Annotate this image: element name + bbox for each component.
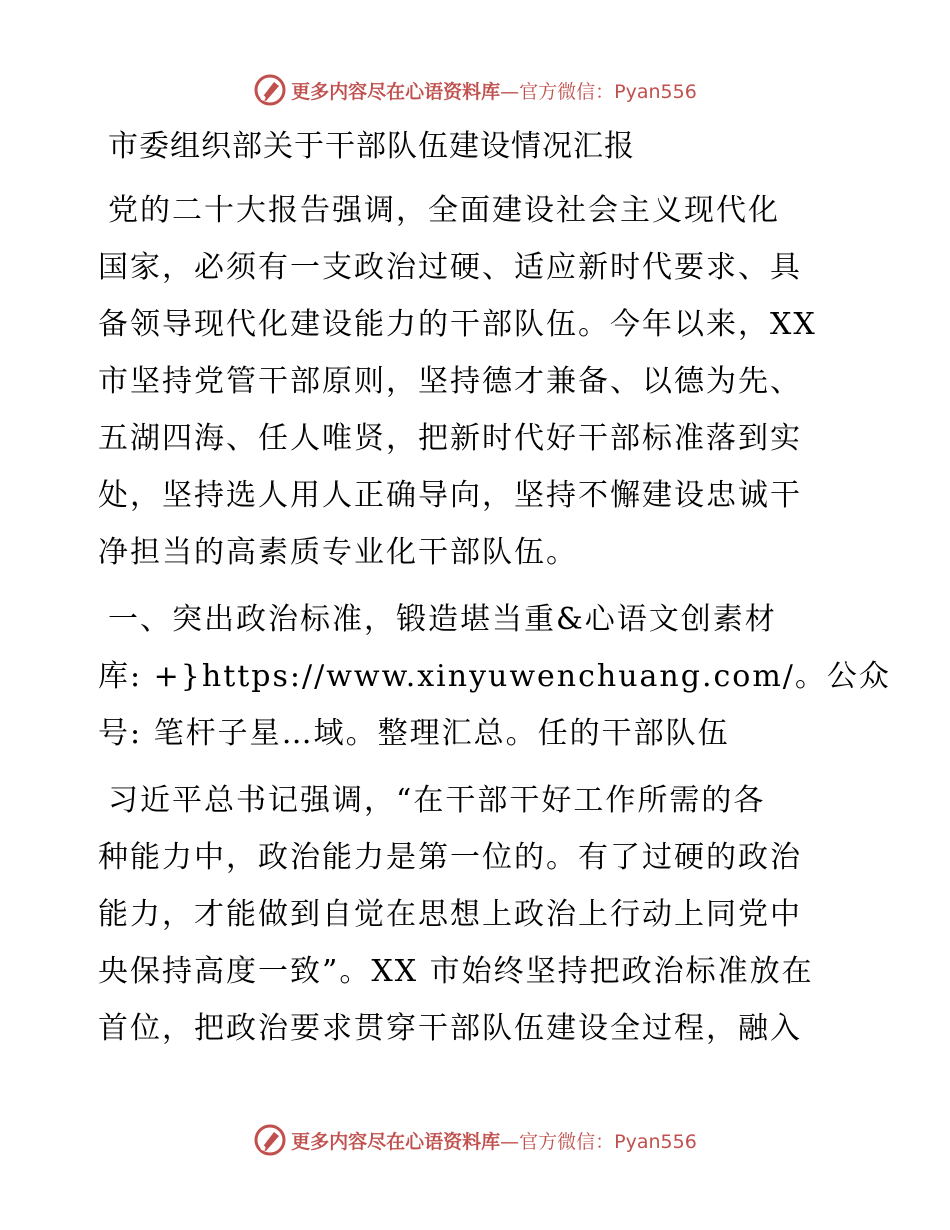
text-line: 首位，把政治要求贯穿干部队伍建设全过程，融入	[98, 1011, 802, 1046]
text-line: 处，坚持选人用人正确导向，坚持不懈建设忠诚干	[98, 478, 802, 513]
paragraph-intro	[98, 182, 858, 581]
banner-brand: 更多内容尽在心语资料库	[291, 1130, 501, 1153]
document-title: 市委组织部关于干部队伍建设情况汇报	[108, 129, 635, 164]
paragraph-section-heading	[98, 591, 891, 762]
banner-contact: 官方微信：Pyan556	[519, 80, 697, 103]
text-line: 习近平总书记强调，“在干部干好工作所需的各	[108, 783, 766, 818]
document-body	[98, 122, 891, 1067]
banner-text	[291, 1127, 697, 1154]
text-line: 备领导现代化建设能力的干部队伍。今年以来，XX	[98, 307, 817, 342]
banner-text	[291, 77, 697, 104]
text-line: 五湖四海、任人唯贤，把新时代好干部标准落到实	[98, 421, 802, 456]
text-line: 种能力中，政治能力是第一位的。有了过硬的政治	[98, 840, 802, 875]
text-line: 央保持高度一致”。XX 市始终坚持把政治标准放在	[98, 954, 814, 989]
header-banner	[0, 70, 950, 110]
banner-separator: —	[500, 1130, 520, 1153]
pen-nib-logo-icon	[253, 73, 287, 107]
banner-separator: —	[500, 80, 520, 103]
pen-nib-logo-icon	[253, 1123, 287, 1157]
text-line: 市坚持党管干部原则，坚持德才兼备、以德为先、	[98, 364, 802, 399]
text-line: 党的二十大报告强调，全面建设社会主义现代化	[108, 193, 780, 228]
text-line: 号: 笔杆子星…域。整理汇总。任的干部队伍	[98, 716, 730, 751]
paragraph-body	[98, 772, 858, 1057]
text-line: 能力，才能做到自觉在思想上政治上行动上同党中	[98, 897, 802, 932]
text-line: 一、突出政治标准，锻造堪当重&心语文创素材	[108, 602, 777, 637]
text-line: 国家，必须有一支政治过硬、适应新时代要求、具	[98, 250, 802, 285]
banner-brand: 更多内容尽在心语资料库	[291, 80, 501, 103]
footer-banner	[0, 1120, 950, 1160]
banner-contact: 官方微信：Pyan556	[519, 1130, 697, 1153]
text-line: 净担当的高素质专业化干部队伍。	[98, 535, 578, 570]
text-line: 库: +}https://www.xinyuwenchuang.com/。公众	[98, 659, 891, 694]
